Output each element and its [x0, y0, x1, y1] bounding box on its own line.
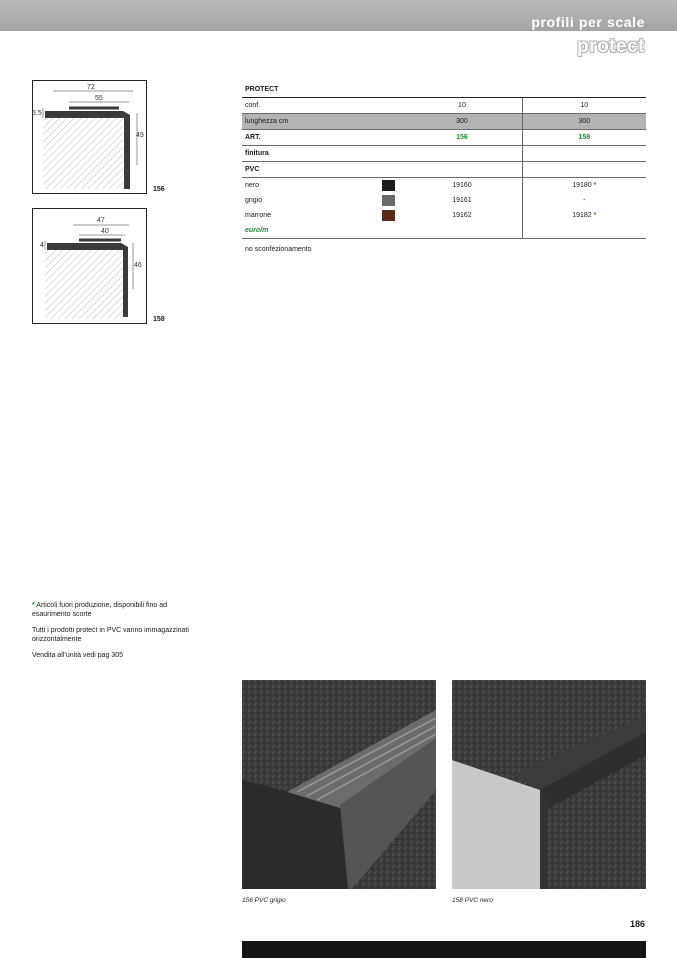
spec-table — [242, 82, 646, 239]
dim-tread-height: 4 — [40, 242, 44, 249]
drawing-158 — [32, 208, 147, 324]
notes-block — [32, 601, 202, 667]
dim-leg-height: 46 — [134, 262, 142, 269]
table-header-row — [242, 82, 646, 98]
page-number: 186 — [629, 919, 645, 929]
photo-156-grigio — [242, 680, 436, 889]
dim-tread-width: 55 — [95, 95, 103, 102]
category-title: profili per scale — [531, 14, 645, 30]
photo-158-nero — [452, 680, 646, 889]
row-color-nero: nero 19160 19180 * — [242, 178, 646, 194]
drawing-158-label: 158 — [153, 316, 165, 323]
packaging-note: no sconfezionamento — [245, 246, 312, 253]
row-color-grigio: grigio 19161 - — [242, 193, 646, 208]
table-title: PROTECT — [242, 82, 646, 98]
dim-tread-height: 5,5 — [32, 110, 42, 117]
color-swatch-grigio — [382, 195, 395, 206]
row-color-marrone: marrone 19162 19182 * — [242, 208, 646, 223]
step-hatch — [45, 247, 125, 319]
profile-156-diagram — [33, 81, 146, 193]
note-storage: Tutti i prodotti protect in PVC vanno immagazzinati orizzontalmente — [32, 627, 189, 643]
dim-total-width: 47 — [97, 217, 105, 224]
row-article: ART. 156 158 — [242, 130, 646, 146]
dim-total-width: 72 — [87, 84, 95, 91]
brand-title: protect — [577, 36, 645, 57]
color-swatch-nero — [382, 180, 395, 191]
caption-156: 156 PVC grigio — [242, 897, 286, 904]
note-unit-sale: Vendita all’unità vedi pag 305 — [32, 652, 124, 659]
note-discontinued: * Articoli fuori produzione, disponibili fino ad esaurimento scorte — [32, 602, 168, 618]
caption-158: 158 PVC nero — [452, 897, 493, 904]
row-conf: conf. 10 10 — [242, 98, 646, 114]
drawing-156-label: 156 — [153, 186, 165, 193]
row-length: lunghezza cm 300 300 — [242, 114, 646, 130]
row-material: PVC — [242, 162, 646, 178]
row-finish: finitura — [242, 146, 646, 162]
dim-leg-height: 49 — [136, 132, 144, 139]
dim-tread-width: 40 — [101, 228, 109, 235]
header-bar — [0, 0, 677, 31]
footer-bar — [242, 941, 646, 958]
row-price: euro/m — [242, 223, 646, 239]
drawing-156 — [32, 80, 147, 194]
step-hatch — [43, 115, 123, 189]
color-swatch-marrone — [382, 210, 395, 221]
profile-158-diagram — [33, 209, 146, 323]
